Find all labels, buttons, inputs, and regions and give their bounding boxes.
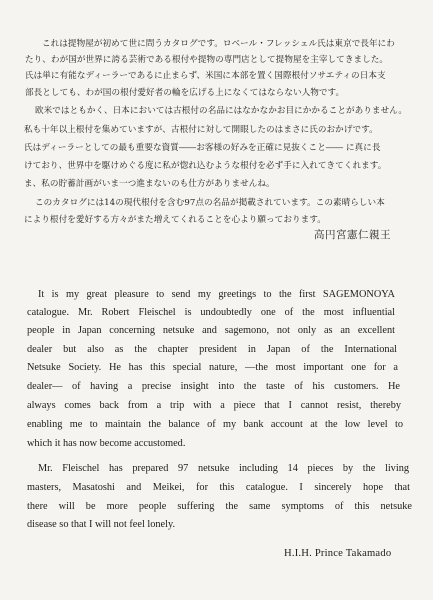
english-line: It is my great pleasure to send my greetings to the first SAGEMONOYA <box>38 289 395 300</box>
english-line: dealer— of having a precise insight into the taste of his customers. He <box>27 381 400 392</box>
japanese-line: により根付を愛好する方々がまた増えてくれることを心より願っております。 <box>24 215 326 225</box>
english-line: Netsuke Society. He has this special nature, —the most important one for a <box>27 362 398 373</box>
english-line: disease so that I will not feel lonely. <box>27 519 176 530</box>
japanese-line: たり、わが国が世界に誇る芸術である根付や提物の専門店として提物屋を主宰してきました。 <box>25 55 389 65</box>
english-line: people in Japan concerning netsuke and sagemono, not only as an excellent <box>27 325 395 336</box>
japanese-line: これは提物屋が初めて世に問うカタログです。ロベール・フレッシェル氏は東京で長年にわ <box>42 39 395 49</box>
japanese-line: 欧米ではともかく、日本においては古根付の名品にはなかなかお目にかかることがありません。 <box>35 106 408 116</box>
english-signature: H.I.H. Prince Takamado <box>284 548 392 559</box>
english-line: dealer but also as the chapter president in Japan of the International <box>27 344 397 355</box>
english-line: masters, Masatoshi and Meikei, for this catalogue. I sincerely hope that <box>27 482 410 493</box>
english-line: enabling me to maintain the balance of my bank account at the low level to <box>27 419 403 430</box>
japanese-line: 私も十年以上根付を集めていますが、古根付に対して開眼したのはまさに氏のおかげです。 <box>24 125 378 135</box>
japanese-line: このカタログには14の現代根付を含む97点の名品が掲載されています。この素晴らしい本 <box>35 198 385 208</box>
japanese-line: ま、私の貯蓄計画がいま一つ進まないのも仕方がありませんね。 <box>24 179 275 189</box>
japanese-line: けており、世界中を駆けめぐる度に私が惚れ込むような根付を必ず手に入れてきてくれます。 <box>24 161 387 171</box>
english-line: there will be more people suffering the same symptoms of this netsuke <box>27 501 412 512</box>
japanese-line: 氏は単に有能なディーラーであるに止まらず、米国に本部を置く国際根付ソサエティの日本支 <box>25 71 386 81</box>
english-line: which it has now become accustomed. <box>27 438 186 449</box>
english-line: Mr. Fleischel has prepared 97 netsuke including 14 pieces by the living <box>38 463 409 474</box>
english-line: catalogue. Mr. Robert Fleischel is undoubtedly one of the most influential <box>27 307 395 318</box>
japanese-line: 部長としても、わが国の根付愛好者の輪を広げる上になくてはならない人物です。 <box>25 88 345 98</box>
english-line: always comes back from a trip with a piece that I cannot resist, thereby <box>27 400 401 411</box>
japanese-line: 氏はディーラーとしての最も重要な資質――お客様の好みを正確に見抜くこと―― に真に長 <box>24 143 381 153</box>
japanese-signature: 高円宮憲仁親王 <box>314 229 391 241</box>
